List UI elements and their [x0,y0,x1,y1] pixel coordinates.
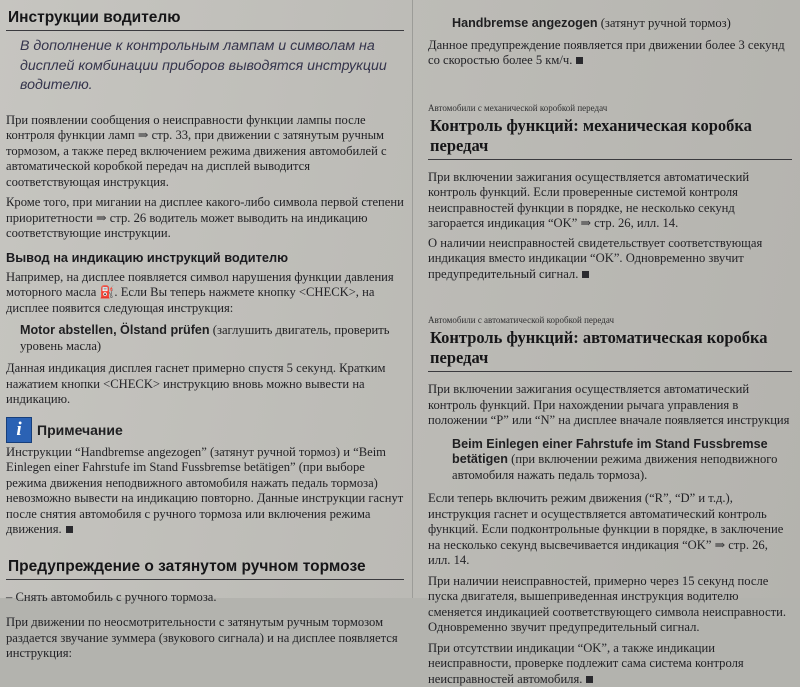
dash-instruction: – Снять автомобиль с ручного тормоза. [6,590,404,606]
display-message-oil-text: Motor abstellen, Ölstand prüfen [20,323,210,337]
subheading-display-instructions: Вывод на индикацию инструкций водителю [6,250,404,265]
note-title: Примечание [37,422,123,438]
right-paragraph-1-body: Данное предупреждение появляется при движении более 3 секунд со скоростью более 5 км/ч. [428,38,785,68]
section-heading-driver-instructions: Инструкции водителю [6,9,404,31]
section-heading-manual-transmission: Контроль функций: механическая коробка передач [428,116,792,160]
right-paragraph-6: При наличии неисправностей, примерно через 15 секунд после пуска двигателя, вышеприведенная инструкция водителю сменяется индикацией соответствующего символа неисправности. Одновременно звучит предупредительный сигнал. [428,574,792,636]
intro-text: В дополнение к контрольным лампам и символам на дисплей комбинации приборов выводятся инструкции водителю. [6,31,404,96]
right-paragraph-4: При включении зажигания осуществляется автоматический контроль функций. При нахождении рычага управления в положении “P” или “N” на дисплее вначале появляется инструкция [428,382,792,429]
display-message-oil-translation: (заглушить двигатель, проверить уровень масла) [20,323,390,353]
paragraph-2: Кроме того, при мигании на дисплее какого-либо символа первой степени приоритетности ⇒ стр. 26 водитель может выводить на индикацию соответствующие инструкции. [6,195,404,242]
info-icon: i [6,417,32,443]
display-message-handbrake-translation: (затянут ручной тормоз) [601,16,731,30]
end-marker-icon [66,526,73,533]
column-divider [412,0,413,598]
right-paragraph-3-body: О наличии неисправностей свидетельствует соответствующая индикация вместо индикации “OK”. Одновременно звучит предупредительный сигнал. [428,236,762,281]
right-paragraph-2: При включении зажигания осуществляется автоматический контроль функций. Если проверенные системой контроля неисправностей функции в порядке, не несколько секунд загорается индикация “OK” ⇒ стр. 26, илл. 14. [428,170,792,232]
display-message-handbrake [428,16,792,32]
right-paragraph-3 [428,236,792,283]
paragraph-3 [6,270,404,317]
end-marker-icon [582,271,589,278]
right-paragraph-7-body: При отсутствии индикации “OK”, а также индикации неисправности, проверке подлежит сама система контроля неисправностей автомобиля. [428,641,744,686]
end-marker-icon [586,676,593,683]
paragraph-4: Данная индикация дисплея гаснет примерно спустя 5 секунд. Кратким нажатием кнопки <CHECK> инструкцию вновь можно вывести на индикацию. [6,361,404,408]
right-column [428,0,792,687]
paragraph-5: При движении по неосмотрительности с затянутым ручным тормозом раздается звучание зуммера (звукового сигнала) и на дисплее появляется инструкция: [6,615,404,662]
display-message-handbrake-text: Handbremse angezogen [452,16,598,30]
display-message-brake-pedal-text: Beim Einlegen einer Fahrstufe im Stand Fussbremse betätigen [452,437,768,467]
right-paragraph-5: Если теперь включить режим движения (“R”, “D” и т.д.), инструкция гаснет и осуществляется автоматический контроль функций. Если подконтрольные функции в порядке, в заключение на несколько секунд высвечивается индикация “OK” ⇒ стр. 26, илл. 14. [428,491,792,569]
label-manual-transmission: Автомобили с механической коробкой передач [428,103,792,113]
note-header [6,417,404,443]
note-text-body: Инструкции “Handbremse angezogen” (затянут ручной тормоз) и “Beim Einlegen einer Fahrstufe im Stand Fussbremse betätigen” (при выборе режима движения неподвижного автомобиля нажать педаль тормоза) невозможно вывести на индикацию повторно. Данные инструкции гаснут после снятия автомобиля с ручного тормоза или включения режима движения. [6,445,403,537]
display-message-brake-pedal-translation: (при включении режима движения неподвижного автомобиля нажать педаль тормоза). [452,452,777,482]
section-heading-handbrake-warning: Предупреждение о затянутом ручном тормозе [6,558,404,580]
display-message-brake-pedal [428,437,792,484]
right-paragraph-1 [428,38,792,69]
oil-can-icon: ⛽ [99,285,114,299]
paragraph-3-end: . Если Вы теперь нажмете кнопку <CHECK>, на дисплее появится следующая инструкция: [6,285,374,315]
left-column [6,0,404,662]
section-heading-automatic-transmission: Контроль функций: автоматическая коробка передач [428,328,792,372]
end-marker-icon [576,57,583,64]
label-automatic-transmission: Автомобили с автоматической коробкой передач [428,315,792,325]
right-paragraph-7 [428,641,792,687]
note-text [6,445,404,538]
paragraph-3-start: Например, на дисплее появляется символ нарушения функции давления моторного масла [6,270,394,300]
display-message-oil [6,323,404,354]
paragraph-1: При появлении сообщения о неисправности функции лампы после контроля функции ламп ⇒ стр. 33, при движении с затянутым ручным тормозом, а также перед включением режима движения автомобилей с автоматической коробкой передач на дисплей выводится соответствующая инструкция. [6,113,404,191]
